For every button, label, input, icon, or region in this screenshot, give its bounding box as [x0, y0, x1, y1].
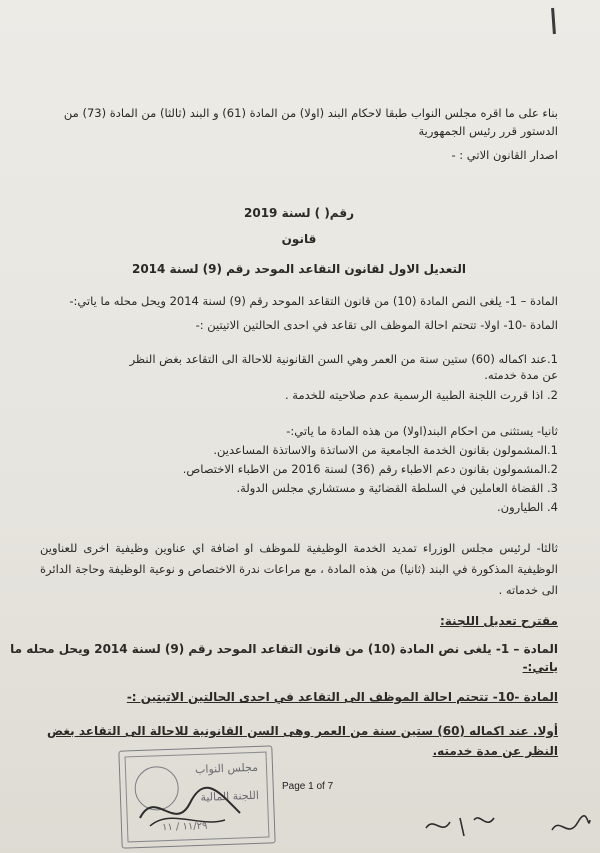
case-1-line-2: عن مدة خدمته. [484, 368, 558, 382]
case-2: 2. اذا قررت اللجنة الطبية الرسمية عدم صلاحيته للخدمة . [285, 388, 558, 402]
page-number: Page 1 of 7 [282, 781, 334, 792]
law-title: التعديل الاول لقانون التقاعد الموحد رقم (9) لسنة 2014 [131, 262, 467, 276]
preamble-line-3: اصدار القانون الاتي : - [451, 148, 558, 162]
article-10-intro: المادة -10- اولا- تتحتم احالة الموظف الى تقاعد في احدى الحالتين الاتيتين :- [195, 318, 558, 332]
signature-scribble [130, 778, 250, 838]
committee-heading: مقترح تعديل اللجنة: [439, 614, 558, 628]
handwritten-note [548, 812, 592, 844]
exception-1: 1.المشمولون بقانون الخدمة الجامعية من الاساتذة والاساتذة المساعدين. [213, 443, 558, 457]
article-1: المادة – 1- يلغى النص المادة (10) من قانون التقاعد الموحد رقم (9) لسنة 2014 ويحل محله ما ياتي:- [69, 294, 558, 308]
committee-article-1-line-1: المادة – 1- يلغى نص المادة (10) من قانون التقاعد الموحد رقم (9) لسنة 2014 ويحل محله ما [10, 642, 558, 656]
stamp-line-1: مجلس النواب [194, 760, 259, 777]
stamp-date: ١١/٢٩ / ١١ [161, 820, 208, 834]
preamble-line-1: بناء على ما اقره مجلس النواب طبقا لاحكام البند (اولا) من المادة (61) و البند (ثالثا) من المادة (73) من [63, 106, 558, 120]
second-intro: ثانيا- يستثنى من احكام البند(اولا) من هذه المادة ما ياتي:- [286, 424, 558, 438]
exception-4: 4. الطيارون. [497, 500, 558, 514]
exception-2: 2.المشمولون بقانون دعم الاطباء رقم (36) لسنة 2016 من الاطباء الاختصاص. [182, 462, 558, 476]
committee-first-line-1: أولا. عند اكماله (60) ستين سنة من العمر وهى السن القانونية للاحالة الى التقاعد بغض [47, 724, 558, 738]
third-paragraph: ثالثا- لرئيس مجلس الوزراء تمديد الخدمة الوظيفية للموظف او اضافة اي عناوين وظيفية اخرى للعناوين الوظيفية المذكورة في البند (ثانيا) من هذه المادة ، مع مراعات ندرة الاختصاص و نوعية الوظيفة وحاجة الدائرة الى خدماته . [40, 541, 558, 597]
exception-3: 3. القضاة العاملين في السلطة القضائية و مستشاري مجلس الدولة. [236, 481, 558, 495]
committee-first-line-2: النظر عن مدة خدمته. [432, 744, 558, 758]
handwritten-initials [420, 808, 510, 844]
case-1-line-1: 1.عند اكماله (60) ستين سنة من العمر وهي السن القانونية للاحالة الى التقاعد بغض النظر [129, 352, 558, 366]
committee-article-10: المادة -10- تتحتم احالة الموظف الى التقاعد في احدى الحالتين الاتيتين :- [126, 690, 558, 704]
stamp-line-2: اللجنة المالية [200, 788, 260, 804]
law-number: رقم( ) لسنة 2019 [244, 206, 354, 220]
committee-article-1-line-2: ياتي:- [522, 660, 558, 674]
law-type: قانون [281, 232, 317, 246]
preamble-line-2: الدستور قرر رئيس الجمهورية [418, 124, 558, 138]
